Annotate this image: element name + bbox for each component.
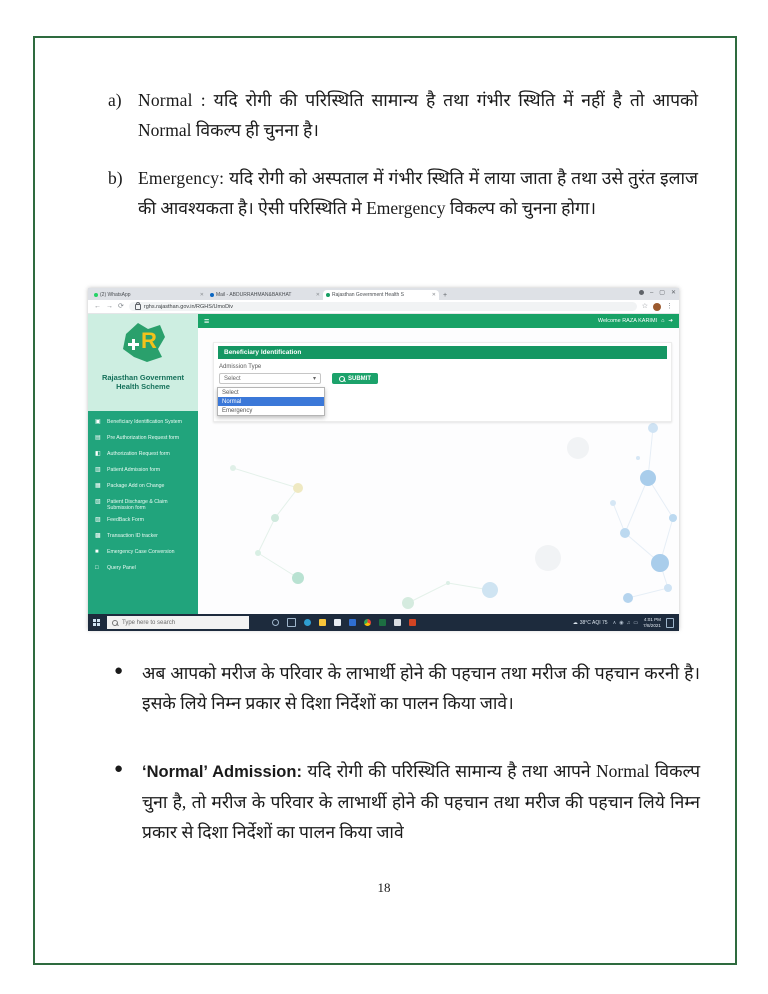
excel-icon[interactable] — [379, 619, 386, 626]
list-term: Normal : — [138, 90, 206, 110]
search-placeholder: Type here to search — [122, 619, 176, 626]
admission-type-select[interactable] — [219, 373, 321, 384]
svg-text:R: R — [141, 328, 157, 353]
menu-label: Emergency Case Conversion — [107, 549, 175, 555]
url-text: rghs.rajasthan.gov.in/RGHS/UmoDiv — [143, 303, 234, 310]
tab-whatsapp[interactable] — [91, 290, 207, 300]
menu-icon: ◧ — [95, 451, 101, 457]
sidebar-menu — [88, 411, 198, 614]
window-controls — [639, 289, 676, 296]
option-select[interactable]: Select — [222, 389, 239, 396]
cloud-icon: ☁ — [572, 619, 578, 626]
store-icon[interactable] — [334, 619, 341, 626]
app-main — [198, 314, 679, 614]
rghs-favicon-icon — [326, 293, 330, 297]
menu-label: Query Panel — [107, 565, 136, 571]
embedded-screenshot — [88, 288, 679, 630]
taskbar-clock[interactable] — [643, 617, 661, 628]
bullet-text: अब आपको मरीज के परिवार के लाभार्थी होने की पहचान तथा मरीज की पहचान करनी है। इसके लिये निम्न प्रकार से दिशा निर्देशों का पालन किया जावे। — [142, 663, 700, 713]
menu-icon: ▦ — [95, 483, 101, 489]
sidebar-item-pre-authorization[interactable] — [88, 432, 198, 448]
list-text: यदि रोगी की परिस्थिति सामान्य है तथा गंभीर स्थिति में नहीं है तो आपको Normal विकल्प ही चुनना है। — [138, 90, 699, 140]
new-tab-button[interactable]: + — [443, 292, 448, 299]
battery-icon[interactable]: ▭ — [633, 619, 639, 626]
menu-label: Patient Admission form — [107, 467, 161, 473]
bullet-identification — [110, 658, 700, 718]
menu-icon: ■ — [95, 549, 99, 555]
rghs-app — [88, 314, 679, 614]
taskbar-app-icons — [272, 618, 416, 627]
bullet-normal-admission — [110, 756, 700, 847]
start-button-icon[interactable] — [93, 619, 100, 626]
admission-type-dropdown — [217, 387, 325, 416]
date-text: 7/8/2021 — [643, 622, 661, 628]
browser-toolbar — [88, 300, 679, 314]
sidebar-item-patient-admission[interactable] — [88, 464, 198, 480]
option-emergency[interactable]: Emergency — [222, 407, 253, 414]
list-text: यदि रोगी को अस्पताल में गंभीर स्थिति में लाया जाता है तथा उसे तुरंत इलाज की आवश्यकता है। ऐसी परिस्थिति मे Emergency विकल्प को चुनना होगा। — [138, 168, 699, 218]
network-icon[interactable]: ◉ — [619, 619, 624, 626]
tab-title: (2) WhatsApp — [100, 292, 131, 298]
list-marker: a) — [108, 90, 122, 110]
menu-label: Package Add on Change — [107, 483, 165, 489]
menu-icon: ▥ — [95, 467, 101, 473]
word-icon[interactable] — [394, 619, 401, 626]
minimize-button[interactable]: – — [649, 289, 654, 296]
submit-button[interactable] — [332, 373, 378, 384]
reload-icon[interactable]: ⟳ — [118, 303, 124, 310]
task-view-icon[interactable] — [287, 618, 296, 627]
lock-icon — [135, 304, 141, 310]
windows-taskbar — [88, 614, 679, 631]
weather-widget[interactable] — [573, 620, 608, 626]
rghs-logo-block — [88, 314, 198, 411]
tab-close-icon[interactable]: ✕ — [199, 292, 204, 298]
tray-expand-icon[interactable]: ∧ — [612, 619, 617, 626]
browser-menu-icon[interactable]: ⋮ — [666, 303, 673, 310]
page-number: 18 — [377, 880, 391, 895]
sidebar-item-beneficiary-identification[interactable] — [88, 416, 198, 432]
menu-label: Patient Discharge & Claim Submission form — [107, 499, 168, 511]
list-item-emergency — [108, 163, 698, 223]
address-bar[interactable] — [129, 302, 637, 311]
cortana-icon[interactable] — [272, 619, 279, 626]
menu-label: FeedBack Form — [107, 517, 144, 523]
sidebar-item-authorization[interactable] — [88, 448, 198, 464]
welcome-text: Welcome RAZA KARIMI — [597, 318, 658, 324]
sidebar-item-patient-discharge[interactable] — [88, 496, 198, 514]
search-icon — [339, 376, 345, 382]
back-icon[interactable]: ← — [94, 303, 101, 310]
menu-label: Authorization Request form — [107, 451, 170, 457]
volume-icon[interactable]: ♫ — [626, 619, 631, 626]
menu-icon: ▣ — [95, 419, 101, 425]
sidebar-item-package-add-on[interactable] — [88, 480, 198, 496]
menu-icon: ▨ — [95, 517, 101, 523]
mail-favicon-icon — [210, 293, 214, 297]
edge-icon[interactable] — [304, 619, 311, 626]
forward-icon[interactable]: → — [106, 303, 113, 310]
app-header-bar — [198, 314, 679, 328]
rajasthan-map-logo-icon — [117, 319, 169, 365]
logout-icon[interactable]: ➔ — [668, 318, 673, 324]
tab-title: Rajasthan Government Health S — [332, 292, 404, 298]
hamburger-menu-icon[interactable]: ≡ — [204, 315, 210, 326]
submit-label: SUBMIT — [348, 375, 371, 382]
menu-label: Transaction ID tracker — [107, 533, 158, 539]
admission-type-label: Admission Type — [219, 364, 262, 370]
sidebar-item-emergency-conversion[interactable] — [88, 546, 198, 562]
menu-icon: ▩ — [95, 533, 101, 539]
powerpoint-icon[interactable] — [409, 619, 416, 626]
home-icon[interactable]: ⌂ — [661, 318, 665, 324]
bookmark-star-icon[interactable]: ☆ — [641, 303, 648, 310]
bullet-text: यदि रोगी की परिस्थिति सामान्य है तथा आपने Normal विकल्प चुना है, तो मरीज के परिवार के लाभार्थी होने की पहचान तथा मरीज की पहचान लिये निम्न प्रकार से दिशा निर्देशों का पालन किया जावे — [142, 761, 701, 842]
profile-avatar[interactable] — [653, 303, 661, 311]
bullet-bold-lead: ‘Normal’ Admission: — [142, 763, 302, 781]
taskbar-search[interactable] — [107, 616, 249, 629]
menu-icon: ▧ — [95, 499, 101, 505]
action-center-icon[interactable] — [666, 618, 674, 628]
tab-rghs-active[interactable] — [323, 290, 439, 300]
tab-mail[interactable] — [207, 290, 323, 300]
card-title: Beneficiary Identification — [218, 346, 667, 359]
list-item-normal — [108, 85, 698, 145]
file-explorer-icon[interactable] — [319, 619, 326, 626]
list-marker: b) — [108, 168, 123, 188]
browser-update-icon[interactable] — [639, 290, 644, 295]
tab-title: Mail - ABDURRAHMAN&BAKHAT — [216, 292, 292, 298]
menu-label: Pre Authorization Request form — [107, 435, 180, 441]
option-normal[interactable]: Normal — [218, 397, 324, 406]
bullet-dot: ● — [114, 761, 124, 777]
weather-text: 38°C AQI 75 — [579, 619, 608, 626]
menu-label: Beneficiary Identification System — [107, 419, 182, 425]
beneficiary-identification-card — [213, 342, 672, 422]
maximize-button[interactable]: ▢ — [659, 290, 665, 296]
bullet-dot: ● — [114, 663, 124, 679]
chrome-icon[interactable] — [364, 619, 371, 626]
close-button[interactable]: ✕ — [670, 290, 676, 296]
list-term: Emergency: — [138, 168, 225, 188]
scheme-title: Rajasthan Government Health Scheme — [101, 373, 185, 391]
chevron-down-icon: ▾ — [312, 376, 316, 382]
search-icon — [112, 620, 118, 626]
browser-tab-strip — [88, 288, 679, 300]
tab-close-icon[interactable]: ✕ — [431, 292, 436, 298]
whatsapp-favicon-icon — [94, 293, 98, 297]
time-text: 4:01 PM — [643, 617, 661, 622]
sidebar-item-transaction-tracker[interactable] — [88, 530, 198, 546]
taskbar-tray — [573, 617, 676, 628]
mail-icon[interactable] — [349, 619, 356, 626]
menu-icon: ▤ — [95, 435, 101, 441]
menu-icon: □ — [95, 565, 99, 571]
tab-close-icon[interactable]: ✕ — [315, 292, 320, 298]
sidebar-item-feedback[interactable] — [88, 514, 198, 530]
sidebar-item-query-panel[interactable] — [88, 562, 198, 578]
app-sidebar — [88, 314, 198, 614]
select-value: Select — [224, 375, 241, 382]
